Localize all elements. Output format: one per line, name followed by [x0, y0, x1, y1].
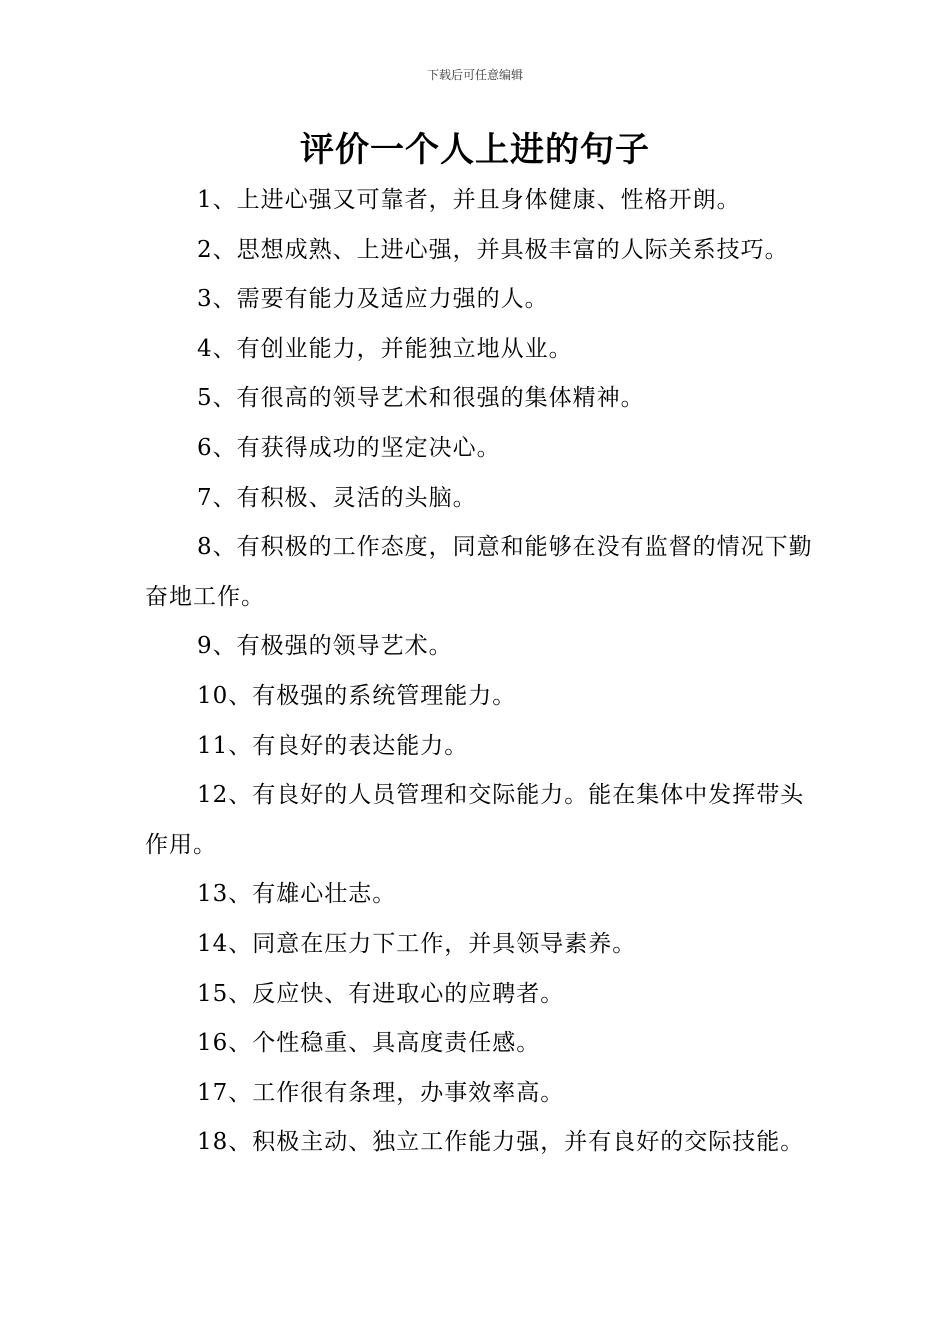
list-item: 8、有积极的工作态度，同意和能够在没有监督的情况下勤奋地工作。: [145, 534, 813, 610]
list-item: 15、反应快、有进取心的应聘者。: [197, 980, 565, 1007]
list-item: 5、有很高的领导艺术和很强的集体精神。: [197, 385, 645, 412]
list-item: 16、个性稳重、具高度责任感。: [197, 1030, 541, 1057]
list-item: 3、需要有能力及适应力强的人。: [197, 286, 549, 313]
header-note: 下载后可任意编辑: [426, 68, 523, 82]
sentence-list: [145, 176, 815, 1168]
list-item: 11、有良好的表达能力。: [197, 732, 469, 759]
list-item: 12、有良好的人员管理和交际能力。能在集体中发挥带头作用。: [145, 782, 805, 858]
page-title: 评价一个人上进的句子: [300, 130, 650, 170]
list-item: 4、有创业能力，并能独立地从业。: [197, 335, 573, 362]
list-item: 7、有积极、灵活的头脑。: [197, 484, 477, 511]
list-item: 18、积极主动、独立工作能力强，并有良好的交际技能。: [197, 1129, 805, 1156]
list-item: 1、上进心强又可靠者，并且身体健康、性格开朗。: [197, 187, 741, 213]
list-item: 17、工作很有条理，办事效率高。: [197, 1079, 565, 1106]
list-item: 6、有获得成功的坚定决心。: [197, 434, 501, 461]
list-item: 13、有雄心壮志。: [197, 881, 397, 908]
list-item: 14、同意在压力下工作，并具领导素养。: [197, 930, 637, 957]
list-item: 10、有极强的系统管理能力。: [197, 682, 517, 709]
list-item: 9、有极强的领导艺术。: [197, 633, 453, 660]
list-item: 2、思想成熟、上进心强，并具极丰富的人际关系技巧。: [197, 236, 789, 263]
